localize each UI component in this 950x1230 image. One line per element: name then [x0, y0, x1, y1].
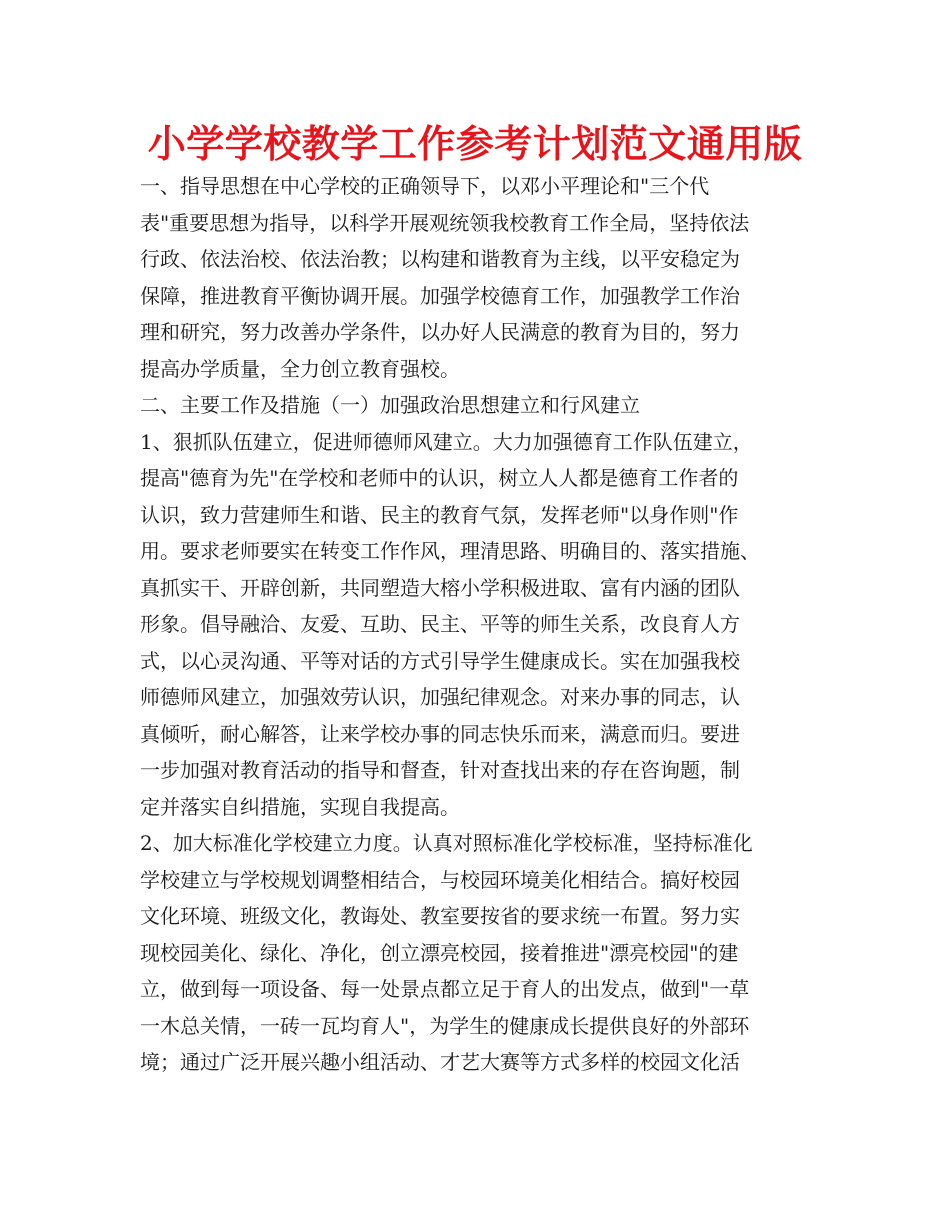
- text-line: 境；通过广泛开展兴趣小组活动、才艺大赛等方式多样的校园文化活: [140, 1050, 740, 1074]
- text-line: 师德师风建立，加强效劳认识，加强纪律观念。对来办事的同志，认: [140, 685, 740, 709]
- text-line: 式，以心灵沟通、平等对话的方式引导学生健康成长。实在加强我校: [140, 648, 740, 673]
- text-line: 1、狠抓队伍建立，促进师德师风建立。大力加强德育工作队伍建立，: [140, 429, 753, 454]
- text-line: 形象。倡导融洽、友爱、互助、民主、平等的师生关系，改良育人方: [140, 612, 740, 636]
- text-line: 现校园美化、绿化、净化，创立漂亮校园，接着推进"漂亮校园"的建: [140, 940, 739, 965]
- document-body: [140, 168, 840, 1081]
- text-line: 理和研究，努力改善办学条件，以办好人民满意的教育为目的，努力: [140, 320, 740, 344]
- text-line: 表"重要思想为指导，以科学开展观统领我校教育工作全局，坚持依法: [140, 210, 750, 235]
- text-line: 立，做到每一项设备、每一处景点都立足于育人的出发点，做到"一草: [140, 977, 750, 1001]
- text-line: 一、指导思想在中心学校的正确领导下，以邓小平理论和"三个代: [140, 174, 710, 198]
- text-line: 学校建立与学校规划调整相结合，与校园环境美化相结合。搞好校园: [140, 867, 740, 892]
- text-line: 保障，推进教育平衡协调开展。加强学校德育工作，加强教学工作治: [140, 283, 740, 308]
- text-line: 定并落实自纠措施，实现自我提高。: [140, 794, 460, 819]
- text-line: 文化环境、班级文化，教诲处、教室要按省的要求统一布置。努力实: [140, 904, 740, 928]
- text-line: 用。要求老师要实在转变工作作风，理清思路、明确目的、落实措施、: [140, 539, 760, 563]
- text-line: 真倾听，耐心解答，让来学校办事的同志快乐而来，满意而归。要进: [140, 721, 740, 746]
- text-line: 认识，致力营建师生和谐、民主的教育气氛，发挥老师"以身作则"作: [140, 502, 739, 527]
- text-line: 提高"德育为先"在学校和老师中的认识，树立人人都是德育工作者的: [140, 466, 739, 490]
- document-title: 小学学校教学工作参考计划范文通用版: [147, 122, 803, 166]
- text-line: 行政、依法治校、依法治教；以构建和谐教育为主线，以平安稳定为: [140, 247, 740, 271]
- text-line: 真抓实干、开辟创新，共同塑造大榕小学积极进取、富有内涵的团队: [140, 575, 740, 600]
- text-line: 一木总关情，一砖一瓦均育人"，为学生的健康成长提供良好的外部环: [140, 1013, 750, 1038]
- text-line: 2、加大标准化学校建立力度。认真对照标准化学校标准，坚持标准化: [140, 831, 753, 855]
- text-line: 二、主要工作及措施（一）加强政治思想建立和行风建立: [140, 393, 640, 417]
- text-line: 提高办学质量，全力创立教育强校。: [140, 356, 460, 381]
- text-line: 一步加强对教育活动的指导和督查，针对查找出来的存在咨询题，制: [140, 758, 740, 782]
